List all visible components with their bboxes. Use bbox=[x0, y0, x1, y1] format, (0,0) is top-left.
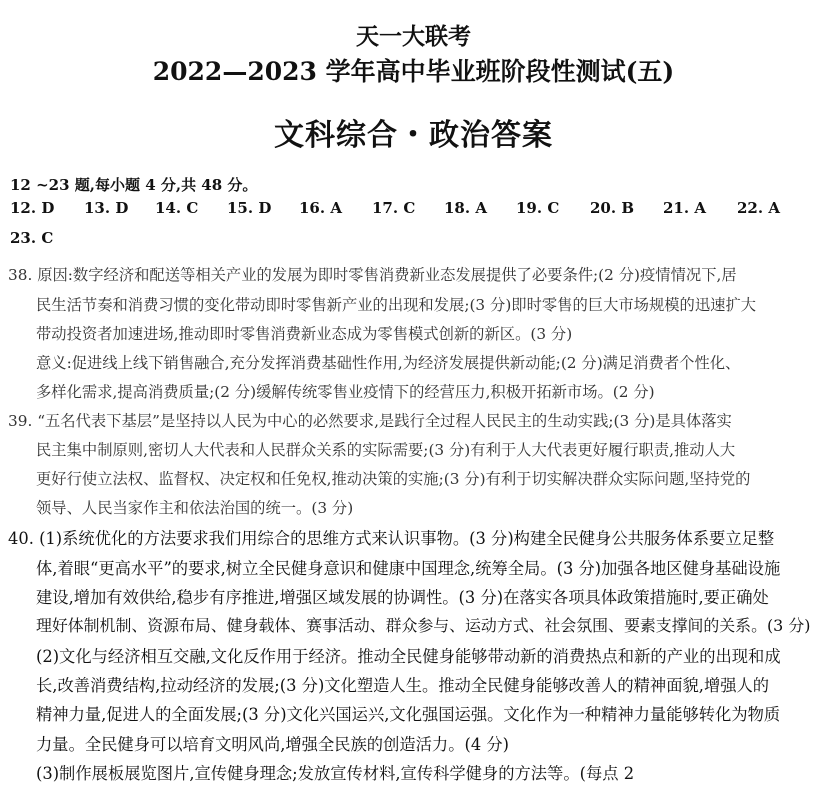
mc-answer: 13. D bbox=[84, 199, 129, 217]
mc-answer: 20. B bbox=[590, 199, 634, 217]
answer-line: 精神力量,促进人的全面发展;(3 分)文化兴国运兴,文化强国运强。文化作为一种精神力量能够转化为物质 bbox=[36, 705, 781, 724]
answer-line: 39. “五名代表下基层”是坚持以人民为中心的必然要求,是践行全过程人民民主的生动实践;(3 分)是具体落实 bbox=[8, 412, 732, 430]
mc-answer: 22. A bbox=[737, 199, 780, 217]
answer-line: 民主集中制原则,密切人大代表和人民群众关系的实际需要;(3 分)有利于人大代表更好履行职责,推动人大 bbox=[36, 441, 736, 459]
mc-answer: 16. A bbox=[299, 199, 342, 217]
answer-line: (3)制作展板展览图片,宣传健身理念;发放宣传材料,宣传科学健身的方法等。(每点 2 bbox=[36, 764, 635, 783]
mc-answer-last: 23. C bbox=[10, 229, 54, 247]
mc-answer: 12. D bbox=[10, 199, 55, 217]
mc-answer: 15. D bbox=[227, 199, 272, 217]
subject-title: 文科综合・政治答案 bbox=[274, 118, 553, 153]
answer-line: (2)文化与经济相互交融,文化反作用于经济。推动全民健身能够带动新的消费热点和新的产业的出现和成 bbox=[36, 647, 781, 666]
answer-line: 建设,增加有效供给,稳步有序推进,增强区域发展的协调性。(3 分)在落实各项具体政策措施时,要正确处 bbox=[36, 588, 769, 607]
answer-line: 意义:促进线上线下销售融合,充分发挥消费基础性作用,为经济发展提供新动能;(2 分)满足消费者个性化、 bbox=[36, 354, 741, 372]
mc-answer: 21. A bbox=[663, 199, 706, 217]
mc-answer-row bbox=[10, 199, 810, 223]
exam-title: 2022—2023 学年高中毕业班阶段性测试(五) bbox=[152, 57, 675, 86]
answer-line: 长,改善消费结构,拉动经济的发展;(3 分)文化塑造人生。推动全民健身能够改善人的精神面貌,增强人的 bbox=[36, 676, 770, 695]
mc-answer: 14. C bbox=[155, 199, 199, 217]
mc-intro: 12 ~23 题,每小题 4 分,共 48 分。 bbox=[10, 176, 258, 194]
answer-line: 带动投资者加速进场,推动即时零售消费新业态成为零售模式创新的新区。(3 分) bbox=[36, 325, 573, 343]
answer-line: 民生活节奏和消费习惯的变化带动即时零售新产业的出现和发展;(3 分)即时零售的巨大市场规模的迅速扩大 bbox=[36, 296, 757, 314]
mc-answer: 18. A bbox=[444, 199, 487, 217]
answer-line: 38. 原因:数字经济和配送等相关产业的发展为即时零售消费新业态发展提供了必要条件;(2 分)疫情情况下,居 bbox=[8, 266, 737, 284]
mc-answer: 17. C bbox=[372, 199, 416, 217]
answer-line: 体,着眼“更高水平”的要求,树立全民健身意识和健康中国理念,统筹全局。(3 分)加强各地区健身基础设施 bbox=[36, 559, 781, 578]
answer-line: 理好体制机制、资源布局、健身载体、赛事活动、群众参与、运动方式、社会氛围、要素支撑间的关系。(3 分) bbox=[36, 616, 811, 635]
organization-title: 天一大联考 bbox=[356, 23, 471, 50]
answer-line: 力量。全民健身可以培育文明风尚,增强全民族的创造活力。(4 分) bbox=[36, 735, 510, 754]
answer-line: 40. (1)系统优化的方法要求我们用综合的思维方式来认识事物。(3 分)构建全民健身公共服务体系要立足整 bbox=[8, 529, 775, 548]
mc-answer: 19. C bbox=[516, 199, 560, 217]
answer-line: 更好行使立法权、监督权、决定权和任免权,推动决策的实施;(3 分)有利于切实解决群众实际问题,坚持党的 bbox=[36, 470, 751, 488]
answer-line: 多样化需求,提高消费质量;(2 分)缓解传统零售业疫情下的经营压力,积极开拓新市场。(2 分) bbox=[36, 383, 655, 401]
answer-line: 领导、人民当家作主和依法治国的统一。(3 分) bbox=[36, 499, 354, 517]
